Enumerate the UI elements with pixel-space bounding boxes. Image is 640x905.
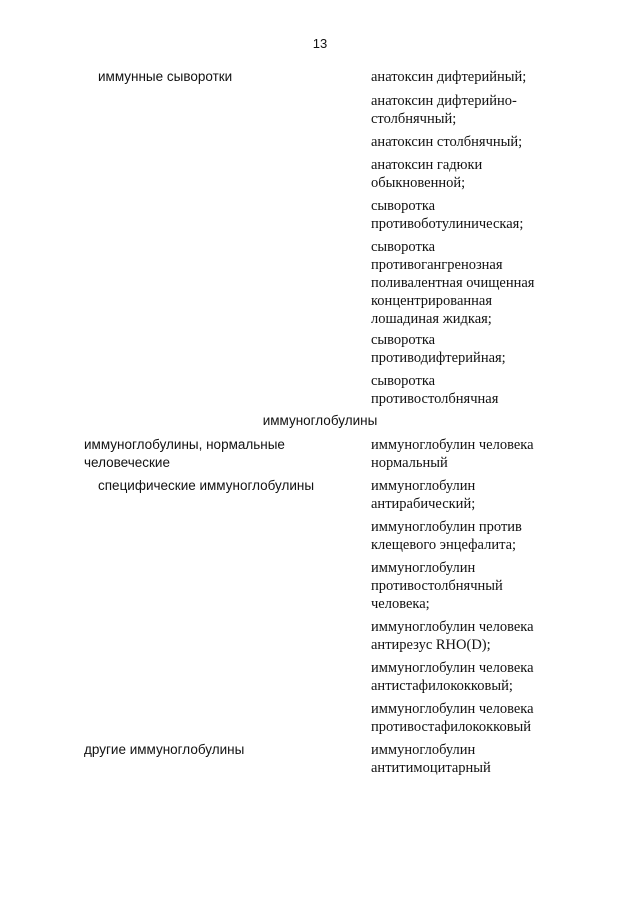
drug-item: иммуноглобулин противостолбнячный человека; (371, 560, 503, 612)
drug-item: сыворотка противостолбнячная (371, 373, 499, 407)
drug-item: анатоксин гадюки обыкновенной; (371, 157, 483, 191)
page-number: 13 (312, 36, 328, 51)
drug-item: анатоксин столбнячный; (371, 134, 523, 150)
drug-item: иммуноглобулин человека антистафилококковый; (371, 660, 534, 694)
drug-item: анатоксин дифтерийно-столбнячный; (371, 93, 517, 127)
drug-item: иммуноглобулин против клещевого энцефалита; (371, 519, 522, 553)
drug-item: иммуноглобулин антитимоцитарный (371, 742, 491, 776)
drug-item: иммуноглобулин человека противостафилококковый (371, 701, 534, 735)
group-label-specific-immunoglobulins: специфические иммуноглобулины (98, 478, 315, 493)
drug-item: иммуноглобулин человека антирезус RHO(D); (371, 619, 534, 653)
group-label-other-immunoglobulins: другие иммуноглобулины (84, 742, 245, 757)
group-label-immune-sera: иммунные сыворотки (98, 69, 233, 84)
drug-item: анатоксин дифтерийный; (371, 69, 527, 85)
drug-item: сыворотка противодифтерийная; (371, 332, 506, 366)
drug-item: сыворотка противогангренозная поливалентная очищенная концентрированная лошадиная жидкая; (371, 239, 535, 327)
drug-item: сыворотка противоботулиническая; (371, 198, 524, 232)
drug-item: иммуноглобулин антирабический; (371, 478, 476, 512)
drug-item: иммуноглобулин человека нормальный (371, 437, 534, 471)
section-heading-immunoglobulins: иммуноглобулины (262, 413, 378, 428)
group-label-normal-immunoglobulins: иммуноглобулины, нормальные человеческие (84, 437, 285, 470)
